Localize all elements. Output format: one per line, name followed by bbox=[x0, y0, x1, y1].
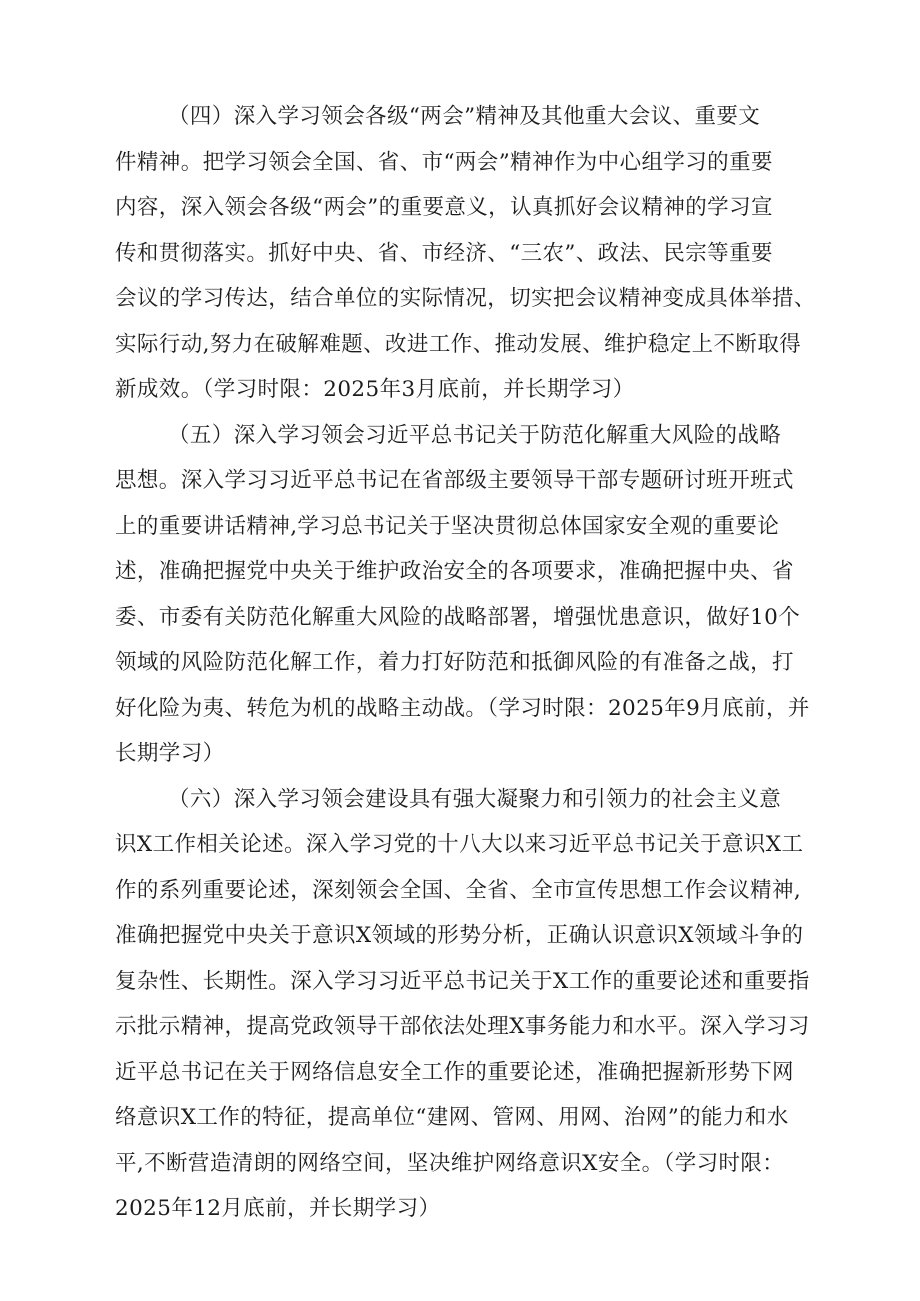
text-line: 委、市委有关防范化解重大风险的战略部署，增强忧患意识，做好10个 bbox=[115, 605, 801, 630]
text-line: 实际行动,努力在破解难题、改进工作、推动发展、维护稳定上不断取得 bbox=[115, 332, 802, 357]
text-line: 2025年12月底前，并长期学习） bbox=[115, 1196, 441, 1221]
text-line: 长期学习） bbox=[115, 741, 225, 766]
text-line: 平,不断营造清朗的网络空间，坚决维护网络意识X安全。（学习时限： bbox=[115, 1151, 785, 1176]
text-line: 作的系列重要论述，深刻领会全国、全省、全市宣传思想工作会议精神, bbox=[115, 878, 802, 903]
text-line: （六）深入学习领会建设具有强大凝聚力和引领力的社会主义意 bbox=[168, 787, 782, 812]
text-line: （四）深入学习领会各级“两会”精神及其他重大会议、重要文 bbox=[168, 104, 761, 129]
text-line: 件精神。把学习领会全国、省、市“两会”精神作为中心组学习的重要 bbox=[115, 150, 773, 175]
text-line: 近平总书记在关于网络信息安全工作的重要论述，准确把握新形势下网 bbox=[115, 1060, 794, 1085]
text-line: 示批示精神，提高党政领导干部依法处理X事务能力和水平。深入学习习 bbox=[115, 1014, 810, 1039]
text-line: 传和贯彻落实。抓好中央、省、市经济、“三农”、政法、民宗等重要 bbox=[115, 241, 773, 266]
text-line: 络意识X工作的特征，提高单位“建网、管网、用网、治网”的能力和水 bbox=[115, 1105, 789, 1130]
text-line: 述，准确把握党中央关于维护政治安全的各项要求，准确把握中央、省 bbox=[115, 559, 794, 584]
text-line: 领域的风险防范化解工作，着力打好防范和抵御风险的有准备之战，打 bbox=[115, 650, 794, 675]
text-line: 好化险为夷、转危为机的战略主动战。（学习时限：2025年9月底前，并 bbox=[115, 696, 810, 721]
text-line: 思想。深入学习习近平总书记在省部级主要领导干部专题研讨班开班式 bbox=[115, 468, 794, 493]
text-line: 识X工作相关论述。深入学习党的十八大以来习近平总书记关于意识X工 bbox=[115, 832, 804, 857]
text-line: （五）深入学习领会习近平总书记关于防范化解重大风险的战略 bbox=[168, 423, 782, 448]
text-line: 准确把握党中央关于意识X领域的形势分析，正确认识意识X领域斗争的 bbox=[115, 923, 804, 948]
text-line: 新成效。（学习时限：2025年3月底前，并长期学习） bbox=[115, 377, 635, 402]
text-line: 会议的学习传达，结合单位的实际情况，切实把会议精神变成具体举措、 bbox=[115, 286, 816, 311]
text-line: 内容，深入领会各级“两会”的重要意义，认真抓好会议精神的学习宣 bbox=[115, 195, 773, 220]
text-line: 上的重要讲话精神,学习总书记关于坚决贯彻总体国家安全观的重要论 bbox=[115, 514, 780, 539]
text-line: 复杂性、长期性。深入学习习近平总书记关于X工作的重要论述和重要指 bbox=[115, 969, 810, 994]
